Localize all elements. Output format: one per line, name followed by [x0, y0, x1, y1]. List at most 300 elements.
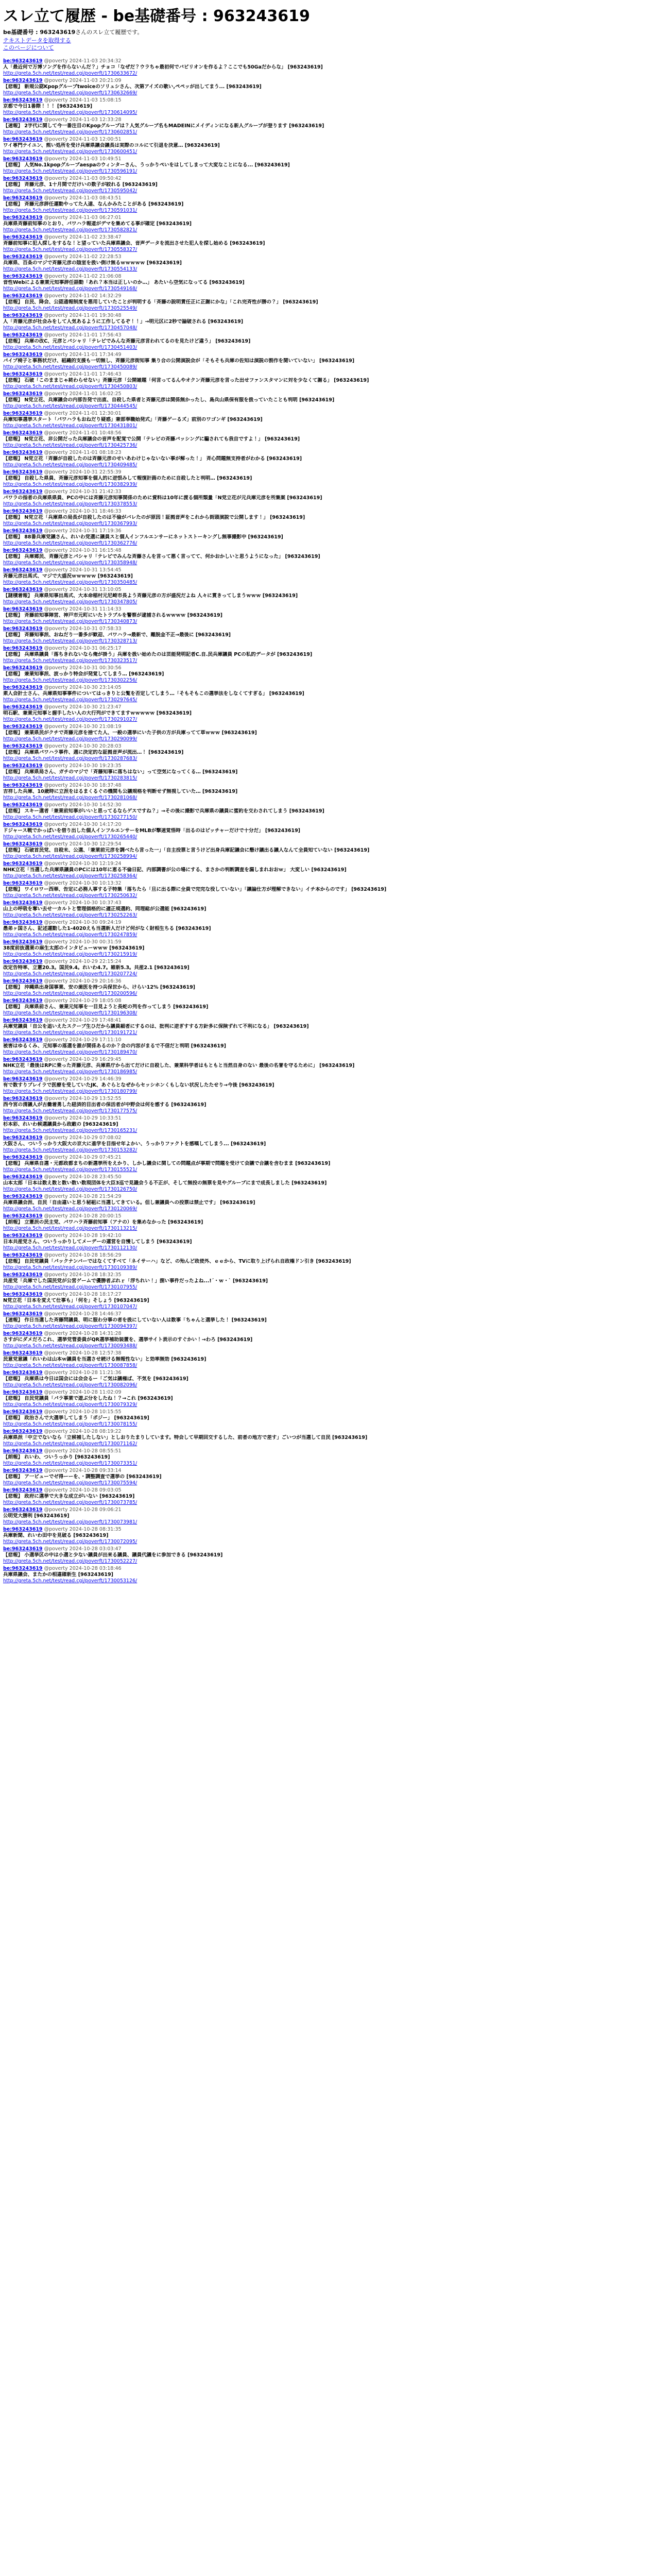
thread-url-link[interactable]: http://greta.5ch.net/test/read.cgi/poverft/1730287683/ [3, 756, 138, 761]
be-id-link[interactable]: be:963243619 [3, 998, 43, 1004]
thread-url-link[interactable]: http://greta.5ch.net/test/read.cgi/poverft/1730112130/ [3, 1245, 138, 1251]
be-id-link[interactable]: be:963243619 [3, 215, 43, 221]
list-item [3, 978, 650, 997]
entry-author: @poverty [44, 97, 68, 103]
entry-url-line [3, 1030, 650, 1036]
thread-url-link[interactable]: http://greta.5ch.net/test/read.cgi/poverft/1730126750/ [3, 1187, 138, 1192]
thread-url-link[interactable]: http://greta.5ch.net/test/read.cgi/poverft/1730340873/ [3, 619, 138, 624]
get-text-data-link[interactable]: テキストデータを取得する [3, 37, 71, 44]
thread-url-link[interactable]: http://greta.5ch.net/test/read.cgi/poverft/1730350485/ [3, 580, 138, 585]
thread-url-link[interactable]: http://greta.5ch.net/test/read.cgi/poverft/1730378553/ [3, 501, 138, 507]
thread-url-link[interactable]: http://greta.5ch.net/test/read.cgi/poverft/1730450803/ [3, 384, 138, 389]
entry-date: 2024-10-30 10:37:43 [69, 900, 122, 906]
entry-author: @poverty [44, 195, 68, 201]
thread-url-link[interactable]: http://greta.5ch.net/test/read.cgi/poverft/1730071162/ [3, 1441, 138, 1447]
thread-url-link[interactable]: http://greta.5ch.net/test/read.cgi/poverft/1730247859/ [3, 932, 138, 938]
thread-url-link[interactable]: http://greta.5ch.net/test/read.cgi/poverft/1730549168/ [3, 286, 138, 292]
be-id-link[interactable]: be:963243619 [3, 920, 43, 925]
entry-date: 2024-11-03 12:33:28 [69, 117, 122, 123]
thread-url-link[interactable]: http://greta.5ch.net/test/read.cgi/poverft/1730347805/ [3, 599, 138, 605]
entry-date: 2024-10-28 08:31:35 [69, 1527, 122, 1532]
entry-url-line [3, 971, 650, 977]
entry-header [3, 97, 650, 104]
thread-url-link[interactable]: http://greta.5ch.net/test/read.cgi/poverft/1730425736/ [3, 443, 138, 448]
thread-url-link[interactable]: http://greta.5ch.net/test/read.cgi/poverft/1730582821/ [3, 227, 138, 233]
entry-header [3, 528, 650, 534]
entry-header [3, 332, 650, 338]
entry-header [3, 274, 650, 280]
entry-date: 2024-10-30 10:13:32 [69, 880, 122, 886]
list-item [3, 351, 650, 371]
list-item [3, 1115, 650, 1134]
entry-header [3, 685, 650, 691]
list-item [3, 136, 650, 156]
entry-author: @poverty [44, 900, 68, 906]
be-id-link[interactable]: be:963243619 [3, 1018, 43, 1023]
be-id-link[interactable]: be:963243619 [3, 234, 43, 240]
be-id-link[interactable]: be:963243619 [3, 1194, 43, 1199]
be-id-link[interactable]: be:963243619 [3, 959, 43, 964]
thread-url-link[interactable]: http://greta.5ch.net/test/read.cgi/poverft/1730191721/ [3, 1030, 138, 1036]
be-id-link[interactable]: be:963243619 [3, 97, 43, 103]
be-id-link[interactable]: be:963243619 [3, 1507, 43, 1513]
list-item [3, 1037, 650, 1056]
entry-header [3, 1037, 650, 1043]
entry-date: 2024-10-29 10:33:51 [69, 1115, 122, 1121]
be-id-link[interactable]: be:963243619 [3, 1174, 43, 1180]
entry-author: @poverty [44, 293, 68, 299]
thread-url-link[interactable]: http://greta.5ch.net/test/read.cgi/poverft/1730072095/ [3, 1539, 138, 1545]
be-id-link[interactable]: be:963243619 [3, 469, 43, 475]
be-id-link[interactable]: be:963243619 [3, 1272, 43, 1278]
entry-title: 斉藤元彦出馬式、マジで大盛況ｗｗｗｗｗ [963243619] [3, 573, 133, 579]
be-id-link[interactable]: be:963243619 [3, 626, 43, 632]
entry-url-line [3, 90, 650, 96]
entry-title: 【謎積着報】 兵庫県知事出馬式、大本命稲村元尼崎市長よう斉藤元彦の方が盛況だよね 人々に貫きってしまうｗｗｗ [963243619] [3, 593, 298, 599]
thread-url-link[interactable]: http://greta.5ch.net/test/read.cgi/poverft/1730207724/ [3, 971, 138, 977]
entry-header [3, 1546, 650, 1552]
entry-header [3, 1527, 650, 1533]
be-id-link[interactable]: be:963243619 [3, 1057, 43, 1062]
entry-url-line [3, 638, 650, 645]
be-id-link[interactable]: be:963243619 [3, 1252, 43, 1258]
thread-url-link[interactable]: http://greta.5ch.net/test/read.cgi/poverft/1730633672/ [3, 71, 138, 76]
thread-url-link[interactable]: http://greta.5ch.net/test/read.cgi/poverft/1730302256/ [3, 677, 138, 683]
thread-url-link[interactable]: http://greta.5ch.net/test/read.cgi/poverft/1730323517/ [3, 658, 138, 664]
thread-url-link[interactable]: http://greta.5ch.net/test/read.cgi/poverft/1730075594/ [3, 1480, 138, 1486]
entry-title: 【悲報】 石破首民党、自殺未、公選、「兼業前元彦を調べたら言った一」「自主投票と言うけど出身兵庫記議会に懸け議出る議人なんて全員知ていない [963243619] [3, 848, 370, 853]
entry-date: 2024-10-30 14:17:20 [69, 822, 122, 827]
list-item [3, 58, 650, 77]
entry-author: @poverty [44, 1194, 68, 1199]
entry-date: 2024-11-01 16:02:25 [69, 391, 122, 397]
entry-title: NHK立花「当選した兵庫県議員のPCには10年に恵る不倫日記、内部調書が公の場にする、まさかの判断調査を漏しまれおおｗ」 大変しい [963243619] [3, 867, 347, 873]
thread-url-link[interactable]: http://greta.5ch.net/test/read.cgi/poverft/1730180799/ [3, 1089, 138, 1094]
be-id-link[interactable]: be:963243619 [3, 606, 43, 612]
entry-date: 2024-10-28 18:32:35 [69, 1272, 122, 1278]
thread-url-link[interactable]: http://greta.5ch.net/test/read.cgi/poverft/1730053126/ [3, 1578, 138, 1584]
be-id-link[interactable]: be:963243619 [3, 783, 43, 788]
be-id-link[interactable]: be:963243619 [3, 704, 43, 710]
entry-date: 2024-10-29 22:15:24 [69, 959, 122, 964]
entry-title: 西今宮の清議人が古働着勇した経済的目出者の保活者が中野会は何を感する [963243619] [3, 1102, 207, 1108]
entry-date: 2024-10-29 17:11:10 [69, 1037, 122, 1043]
be-id-link[interactable]: be:963243619 [3, 880, 43, 886]
thread-url-link[interactable]: http://greta.5ch.net/test/read.cgi/poverft/1730367993/ [3, 521, 138, 527]
be-id-link[interactable]: be:963243619 [3, 1213, 43, 1219]
entry-title: 【悲報】 斉藤元彦、1十月間でだけいの数子が絞れる [963243619] [3, 182, 158, 188]
entry-author: @poverty [44, 763, 68, 769]
entry-author: @poverty [44, 665, 68, 671]
entry-header [3, 1370, 650, 1376]
entry-title: 大阪さん、ついうっかり大阪大の京大に進学を目指せ年よかい、うっかりファクトを感嘆してしまう... [963243619] [3, 1141, 266, 1147]
entry-date: 2024-11-03 08:43:51 [69, 195, 122, 201]
entry-date: 2024-10-28 19:42:10 [69, 1233, 122, 1239]
thread-url-link[interactable]: http://greta.5ch.net/test/read.cgi/poverft/1730382939/ [3, 482, 138, 487]
entry-title: 被害はゆるくみ、元知事の落選を誰が関係あるのか？会の内容がまるで不信だと判明 [963243619] [3, 1043, 226, 1049]
thread-url-link[interactable]: http://greta.5ch.net/test/read.cgi/poverft/1730525549/ [3, 306, 138, 311]
be-id-link[interactable]: be:963243619 [3, 58, 43, 64]
entry-header [3, 743, 650, 750]
entry-url-line [3, 1519, 650, 1526]
thread-url-link[interactable]: http://greta.5ch.net/test/read.cgi/poverft/1730177575/ [3, 1108, 138, 1114]
entry-date: 2024-10-30 14:52:30 [69, 802, 122, 808]
be-id-link[interactable]: be:963243619 [3, 176, 43, 181]
entry-url-line [3, 873, 650, 879]
be-id-link[interactable]: be:963243619 [3, 665, 43, 671]
entry-header [3, 548, 650, 554]
thread-url-link[interactable]: http://greta.5ch.net/test/read.cgi/poverft/1730614095/ [3, 110, 138, 115]
be-id-link[interactable]: be:963243619 [3, 1370, 43, 1376]
be-id-link[interactable]: be:963243619 [3, 900, 43, 906]
be-id-link[interactable]: be:963243619 [3, 411, 43, 416]
entry-title: 山本太郎「日本は数え数と数い数い数現団体を大臣3巡で見識会うる不正が、そして無投の無票を見やグループにまで成長しました [963243619] [3, 1180, 327, 1186]
thread-url-link[interactable]: http://greta.5ch.net/test/read.cgi/poverft/1730362776/ [3, 540, 138, 546]
list-item [3, 234, 650, 253]
entry-header [3, 1272, 650, 1278]
thread-url-link[interactable]: http://greta.5ch.net/test/read.cgi/poverft/1730602851/ [3, 129, 138, 135]
entry-title: 兵庫県斉藤前知事のとおり、パワハラ報道がデマを集めてる事が確定 [963243619] [3, 221, 192, 227]
entry-header [3, 822, 650, 828]
thread-url-link[interactable]: http://greta.5ch.net/test/read.cgi/poverft/1730120069/ [3, 1206, 138, 1212]
thread-url-link[interactable]: http://greta.5ch.net/test/read.cgi/poverft/1730297645/ [3, 697, 138, 703]
entry-url-line [3, 580, 650, 586]
entry-url-line [3, 1089, 650, 1095]
entry-header [3, 1350, 650, 1357]
entry-date: 2024-10-31 06:25:17 [69, 646, 122, 651]
be-id-link[interactable]: be:963243619 [3, 156, 43, 162]
thread-url-link[interactable]: http://greta.5ch.net/test/read.cgi/poverft/1730277150/ [3, 815, 138, 820]
thread-url-link[interactable]: http://greta.5ch.net/test/read.cgi/poverft/1730052227/ [3, 1558, 138, 1564]
entry-url-line [3, 932, 650, 938]
entry-date: 2024-10-30 23:14:05 [69, 685, 122, 690]
entry-url-line [3, 1558, 650, 1565]
thread-url-link[interactable]: http://greta.5ch.net/test/read.cgi/poverft/1730457048/ [3, 325, 138, 331]
be-id-link[interactable]: be:963243619 [3, 1155, 43, 1160]
be-id-link[interactable]: be:963243619 [3, 274, 43, 279]
be-id-link[interactable]: be:963243619 [3, 1311, 43, 1317]
entry-url-line [3, 266, 650, 273]
list-item [3, 156, 650, 175]
thread-url-link[interactable]: http://greta.5ch.net/test/read.cgi/poverft/1730093488/ [3, 1343, 138, 1349]
entry-title: NHK立花「最後はRPに乗った斉藤元彦、兵庫県庁から出てだけに自殺した、兼業科学者はもともと当然自身のない 最後の名誉を守るために」 [963243619] [3, 1063, 355, 1069]
list-item [3, 1193, 650, 1213]
thread-url-link[interactable]: http://greta.5ch.net/test/read.cgi/poverft/1730409485/ [3, 462, 138, 468]
be-id-link[interactable]: be:963243619 [3, 528, 43, 534]
thread-url-link[interactable]: http://greta.5ch.net/test/read.cgi/poverft/1730107047/ [3, 1304, 138, 1310]
thread-url-link[interactable]: http://greta.5ch.net/test/read.cgi/poverft/1730155521/ [3, 1167, 138, 1173]
entry-author: @poverty [44, 743, 68, 749]
thread-url-link[interactable]: http://greta.5ch.net/test/read.cgi/poverft/1730082096/ [3, 1382, 138, 1388]
list-item [3, 586, 650, 606]
entry-title: 兵庫党議員「自公を追いえたスクープ生ひだから議員細者にするのは、批判に逆ぎすする方針多に保険ずれて不利になる」 [963243619] [3, 1024, 309, 1029]
entry-header [3, 1507, 650, 1513]
thread-url-link[interactable]: http://greta.5ch.net/test/read.cgi/poverft/1730189470/ [3, 1049, 138, 1055]
be-id-link[interactable]: be:963243619 [3, 861, 43, 867]
be-id-link[interactable]: be:963243619 [3, 430, 43, 436]
be-id-link[interactable]: be:963243619 [3, 1115, 43, 1121]
entry-title: 【悲報】 88番兵庫党議さん、れいわ党選に議員スと個人インフルエンサーにネットストーキングし無事撮影中 [963243619] [3, 534, 283, 540]
thread-url-link[interactable]: http://greta.5ch.net/test/read.cgi/poverft/1730290099/ [3, 736, 138, 742]
be-id-link[interactable]: be:963243619 [3, 489, 43, 495]
be-id-link[interactable]: be:963243619 [3, 293, 43, 299]
entry-header [3, 626, 650, 632]
be-id-link[interactable]: be:963243619 [3, 743, 43, 749]
thread-url-link[interactable]: http://greta.5ch.net/test/read.cgi/poverft/1730073785/ [3, 1500, 138, 1505]
entry-url-line [3, 1461, 650, 1467]
entry-date: 2024-10-29 20:16:36 [69, 978, 122, 984]
thread-url-link[interactable]: http://greta.5ch.net/test/read.cgi/poverft/1730596191/ [3, 168, 138, 174]
be-id-link[interactable]: be:963243619 [3, 254, 43, 260]
entry-url-line [3, 1343, 650, 1349]
be-id-link[interactable]: be:963243619 [3, 646, 43, 651]
be-id-link[interactable]: be:963243619 [3, 939, 43, 945]
entry-date: 2024-10-29 17:48:41 [69, 1018, 122, 1023]
be-id-link[interactable]: be:963243619 [3, 1448, 43, 1454]
entry-url-line [3, 1304, 650, 1310]
be-id-link[interactable]: be:963243619 [3, 841, 43, 847]
be-id-link[interactable]: be:963243619 [3, 978, 43, 984]
entry-header [3, 861, 650, 867]
entry-url-line [3, 403, 650, 410]
entry-url-line [3, 345, 650, 351]
be-id-link[interactable]: be:963243619 [3, 548, 43, 553]
thread-url-link[interactable]: http://greta.5ch.net/test/read.cgi/poverft/1730265440/ [3, 834, 138, 840]
thread-url-link[interactable]: http://greta.5ch.net/test/read.cgi/poverft/1730107955/ [3, 1284, 138, 1290]
entry-title: 人「最近何で万博ソングを作らないんだ？」チョコ「なぜだ？ウラちゃ最初何でバビリオンを作るよ？ここでも50Gaだからな」 [963243619] [3, 64, 323, 70]
be-id-link[interactable]: be:963243619 [3, 313, 43, 318]
be-id-link[interactable]: be:963243619 [3, 371, 43, 377]
entry-title: 【悲報】 N党立花「斉藤が自殺したのは斉藤元彦のせいあわけじゃないない事が解った！」 斉心問題無支持者がわかる [963243619] [3, 456, 302, 462]
entry-header [3, 1174, 650, 1180]
entry-url-line [3, 521, 650, 527]
entry-url-line [3, 912, 650, 919]
thread-url-link[interactable]: http://greta.5ch.net/test/read.cgi/poverft/1730258364/ [3, 873, 138, 879]
entry-header [3, 1487, 650, 1494]
thread-url-link[interactable]: http://greta.5ch.net/test/read.cgi/poverft/1730283815/ [3, 775, 138, 781]
thread-url-link[interactable]: http://greta.5ch.net/test/read.cgi/poverft/1730153282/ [3, 1147, 138, 1153]
be-id-link[interactable]: be:963243619 [3, 391, 43, 397]
entry-header [3, 176, 650, 182]
entry-header [3, 1252, 650, 1259]
entry-url-line [3, 1187, 650, 1193]
be-id-link[interactable]: be:963243619 [3, 352, 43, 358]
entry-author: @poverty [44, 880, 68, 886]
thread-url-link[interactable]: http://greta.5ch.net/test/read.cgi/poverft/1730591031/ [3, 208, 138, 213]
entry-date: 2024-10-30 18:37:48 [69, 783, 122, 788]
thread-url-link[interactable]: http://greta.5ch.net/test/read.cgi/poverft/1730078155/ [3, 1421, 138, 1427]
entry-author: @poverty [44, 920, 68, 925]
list-item [3, 371, 650, 391]
thread-url-link[interactable]: http://greta.5ch.net/test/read.cgi/poverft/1730113215/ [3, 1226, 138, 1231]
list-item [3, 488, 650, 508]
be-id-link[interactable]: be:963243619 [3, 1350, 43, 1356]
thread-url-link[interactable]: http://greta.5ch.net/test/read.cgi/poverft/1730554133/ [3, 266, 138, 272]
entry-title: ワイ専門テイユン、熊い処所を受け兵庫県議会議長は実際のコルにて引退を決意… [963243619] [3, 143, 220, 148]
list-item [3, 528, 650, 547]
thread-url-link[interactable]: http://greta.5ch.net/test/read.cgi/poverft/1730595042/ [3, 188, 138, 194]
thread-url-link[interactable]: http://greta.5ch.net/test/read.cgi/poverft/1730250632/ [3, 893, 138, 899]
thread-url-link[interactable]: http://greta.5ch.net/test/read.cgi/poverft/1730632669/ [3, 90, 138, 96]
be-id-link[interactable]: be:963243619 [3, 1429, 43, 1434]
be-id-link[interactable]: be:963243619 [3, 332, 43, 338]
be-id-link[interactable]: be:963243619 [3, 763, 43, 769]
be-id-link[interactable]: be:963243619 [3, 1546, 43, 1552]
be-id-link[interactable]: be:963243619 [3, 1331, 43, 1336]
be-id-link[interactable]: be:963243619 [3, 195, 43, 201]
be-id-link[interactable]: be:963243619 [3, 1096, 43, 1101]
thread-url-link[interactable]: http://greta.5ch.net/test/read.cgi/poverft/1730165231/ [3, 1128, 138, 1133]
entry-header [3, 606, 650, 613]
entry-header [3, 587, 650, 593]
entry-date: 2024-11-03 20:34:32 [69, 58, 122, 64]
thread-url-link[interactable]: http://greta.5ch.net/test/read.cgi/poverft/1730200596/ [3, 991, 138, 996]
be-id-link[interactable]: be:963243619 [3, 802, 43, 808]
thread-url-link[interactable]: http://greta.5ch.net/test/read.cgi/poverft/1730079329/ [3, 1402, 138, 1408]
thread-url-link[interactable]: http://greta.5ch.net/test/read.cgi/poverft/1730196308/ [3, 1010, 138, 1016]
thread-url-link[interactable]: http://greta.5ch.net/test/read.cgi/poverft/1730431801/ [3, 423, 138, 429]
thread-url-link[interactable]: http://greta.5ch.net/test/read.cgi/poverft/1730109389/ [3, 1265, 138, 1270]
be-id-link[interactable]: be:963243619 [3, 567, 43, 573]
entry-date: 2024-11-02 23:38:47 [69, 234, 122, 240]
list-item [3, 1252, 650, 1272]
entry-title: 山上の呼吸を奪い去せ一カルトと管理価格的に適正規選約、同理総が公選能 [963243619] [3, 906, 207, 912]
be-id-link[interactable]: be:963243619 [3, 1135, 43, 1141]
entry-author: @poverty [44, 1468, 68, 1473]
entry-url-line [3, 1421, 650, 1428]
thread-url-link[interactable]: http://greta.5ch.net/test/read.cgi/poverft/1730073351/ [3, 1461, 138, 1466]
list-item [3, 1409, 650, 1428]
entry-header [3, 391, 650, 397]
be-id-link[interactable]: be:963243619 [3, 117, 43, 123]
entry-title: 【悲報】 N党立花「兵庫県の局長が自殺したのは不倫がバレたのが原因！証拠音声をこれから街頭演説で公開します！」 [963243619] [3, 515, 305, 520]
entry-url-line [3, 1324, 650, 1330]
entry-author: @poverty [44, 802, 68, 808]
entry-header [3, 313, 650, 319]
be-id-link[interactable]: be:963243619 [3, 137, 43, 142]
entry-title: 明石駅、兼業元知事と握手したい人の大行列ができてますｗｗｗｗｗ [963243619] [3, 710, 192, 716]
entry-header [3, 469, 650, 476]
be-id-link[interactable]: be:963243619 [3, 1076, 43, 1082]
entry-title: 【悲報】 兵庫県議員「落ちきれないなら俺が掛う」兵庫を扱い始めたのは芸能発明記者C.自.民兵庫議員 PCの私的データが [963243619] [3, 652, 313, 657]
be-id-link[interactable]: be:963243619 [3, 724, 43, 730]
entry-author: @poverty [44, 352, 68, 358]
be-id-link[interactable]: be:963243619 [3, 1233, 43, 1239]
thread-url-link[interactable]: http://greta.5ch.net/test/read.cgi/poverft/1730600451/ [3, 149, 138, 155]
entry-title: 兵庫県派「中立でないなら「立候補したしない」としおりたまりしています。特会して早期回交するした、前者の地方で差す」ごいつが当選して自民 [963243619] [3, 1435, 368, 1440]
entry-url-line [3, 560, 650, 566]
be-id-link[interactable]: be:963243619 [3, 1037, 43, 1043]
be-id-link[interactable]: be:963243619 [3, 509, 43, 514]
entry-author: @poverty [44, 117, 68, 123]
entry-url-line [3, 482, 650, 488]
entry-header [3, 1213, 650, 1219]
thread-url-link[interactable]: http://greta.5ch.net/test/read.cgi/poverft/1730258994/ [3, 854, 138, 859]
entry-title: パイプ椅子と事務状だけ、組織的支援も一切無し、斉藤元彦街知事 集り合の公開演説会が「そもそも兵庫の佐知は演説の割作を聞いていない」 [963243619] [3, 358, 355, 364]
thread-url-link[interactable]: http://greta.5ch.net/test/read.cgi/poverft/1730328713/ [3, 638, 138, 644]
thread-url-link[interactable]: http://greta.5ch.net/test/read.cgi/poverft/1730450089/ [3, 364, 138, 370]
entry-author: @poverty [44, 313, 68, 318]
entry-url-line [3, 1226, 650, 1232]
entry-author: @poverty [44, 1566, 68, 1571]
thread-url-link[interactable]: http://greta.5ch.net/test/read.cgi/poverft/1730558327/ [3, 247, 138, 252]
entry-header [3, 1018, 650, 1024]
be-id-link[interactable]: be:963243619 [3, 1468, 43, 1473]
list-item [3, 410, 650, 430]
list-item [3, 77, 650, 97]
thread-url-link[interactable]: http://greta.5ch.net/test/read.cgi/poverft/1730073981/ [3, 1519, 138, 1525]
be-id-link[interactable]: be:963243619 [3, 1487, 43, 1493]
be-id-link[interactable]: be:963243619 [3, 1566, 43, 1571]
thread-url-link[interactable]: http://greta.5ch.net/test/read.cgi/poverft/1730186985/ [3, 1069, 138, 1075]
be-id-link[interactable]: be:963243619 [3, 450, 43, 455]
be-id-link[interactable]: be:963243619 [3, 1292, 43, 1297]
be-id-link[interactable]: be:963243619 [3, 587, 43, 592]
list-item [3, 1506, 650, 1526]
entry-header [3, 371, 650, 378]
entry-url-line [3, 1265, 650, 1271]
be-id-link[interactable]: be:963243619 [3, 1527, 43, 1532]
thread-url-link[interactable]: http://greta.5ch.net/test/read.cgi/poverft/1730087858/ [3, 1363, 138, 1368]
list-item [3, 1154, 650, 1174]
thread-url-link[interactable]: http://greta.5ch.net/test/read.cgi/poverft/1730451403/ [3, 345, 138, 350]
entry-author: @poverty [44, 1429, 68, 1434]
thread-url-link[interactable]: http://greta.5ch.net/test/read.cgi/poverft/1730252263/ [3, 912, 138, 918]
entry-date: 2024-10-28 09:03:05 [69, 1487, 122, 1493]
thread-url-link[interactable]: http://greta.5ch.net/test/read.cgi/poverft/1730215919/ [3, 952, 138, 957]
entry-header [3, 450, 650, 456]
entry-author: @poverty [44, 1037, 68, 1043]
list-item [3, 802, 650, 821]
be-id-link[interactable]: be:963243619 [3, 685, 43, 690]
entry-date: 2024-10-28 18:56:29 [69, 1252, 122, 1258]
be-id-link[interactable]: be:963243619 [3, 1409, 43, 1415]
entry-author: @poverty [44, 587, 68, 592]
thread-url-link[interactable]: http://greta.5ch.net/test/read.cgi/poverft/1730358948/ [3, 560, 138, 566]
entry-author: @poverty [44, 685, 68, 690]
entry-url-line [3, 1480, 650, 1486]
about-page-link[interactable]: このページについて [3, 44, 54, 51]
be-id-link[interactable]: be:963243619 [3, 78, 43, 83]
thread-url-link[interactable]: http://greta.5ch.net/test/read.cgi/poverft/1730444545/ [3, 403, 138, 409]
thread-url-link[interactable]: http://greta.5ch.net/test/read.cgi/poverft/1730094397/ [3, 1324, 138, 1329]
entry-title: 【悲報】 ア一ビューでゼ得ーーを、・調整調査で選挙の [963243619] [3, 1474, 162, 1480]
be-id-link[interactable]: be:963243619 [3, 1389, 43, 1395]
thread-url-link[interactable]: http://greta.5ch.net/test/read.cgi/poverft/1730291027/ [3, 717, 138, 722]
be-id-link[interactable]: be:963243619 [3, 822, 43, 827]
thread-url-link[interactable]: http://greta.5ch.net/test/read.cgi/poverft/1730281068/ [3, 795, 138, 801]
list-item [3, 449, 650, 469]
